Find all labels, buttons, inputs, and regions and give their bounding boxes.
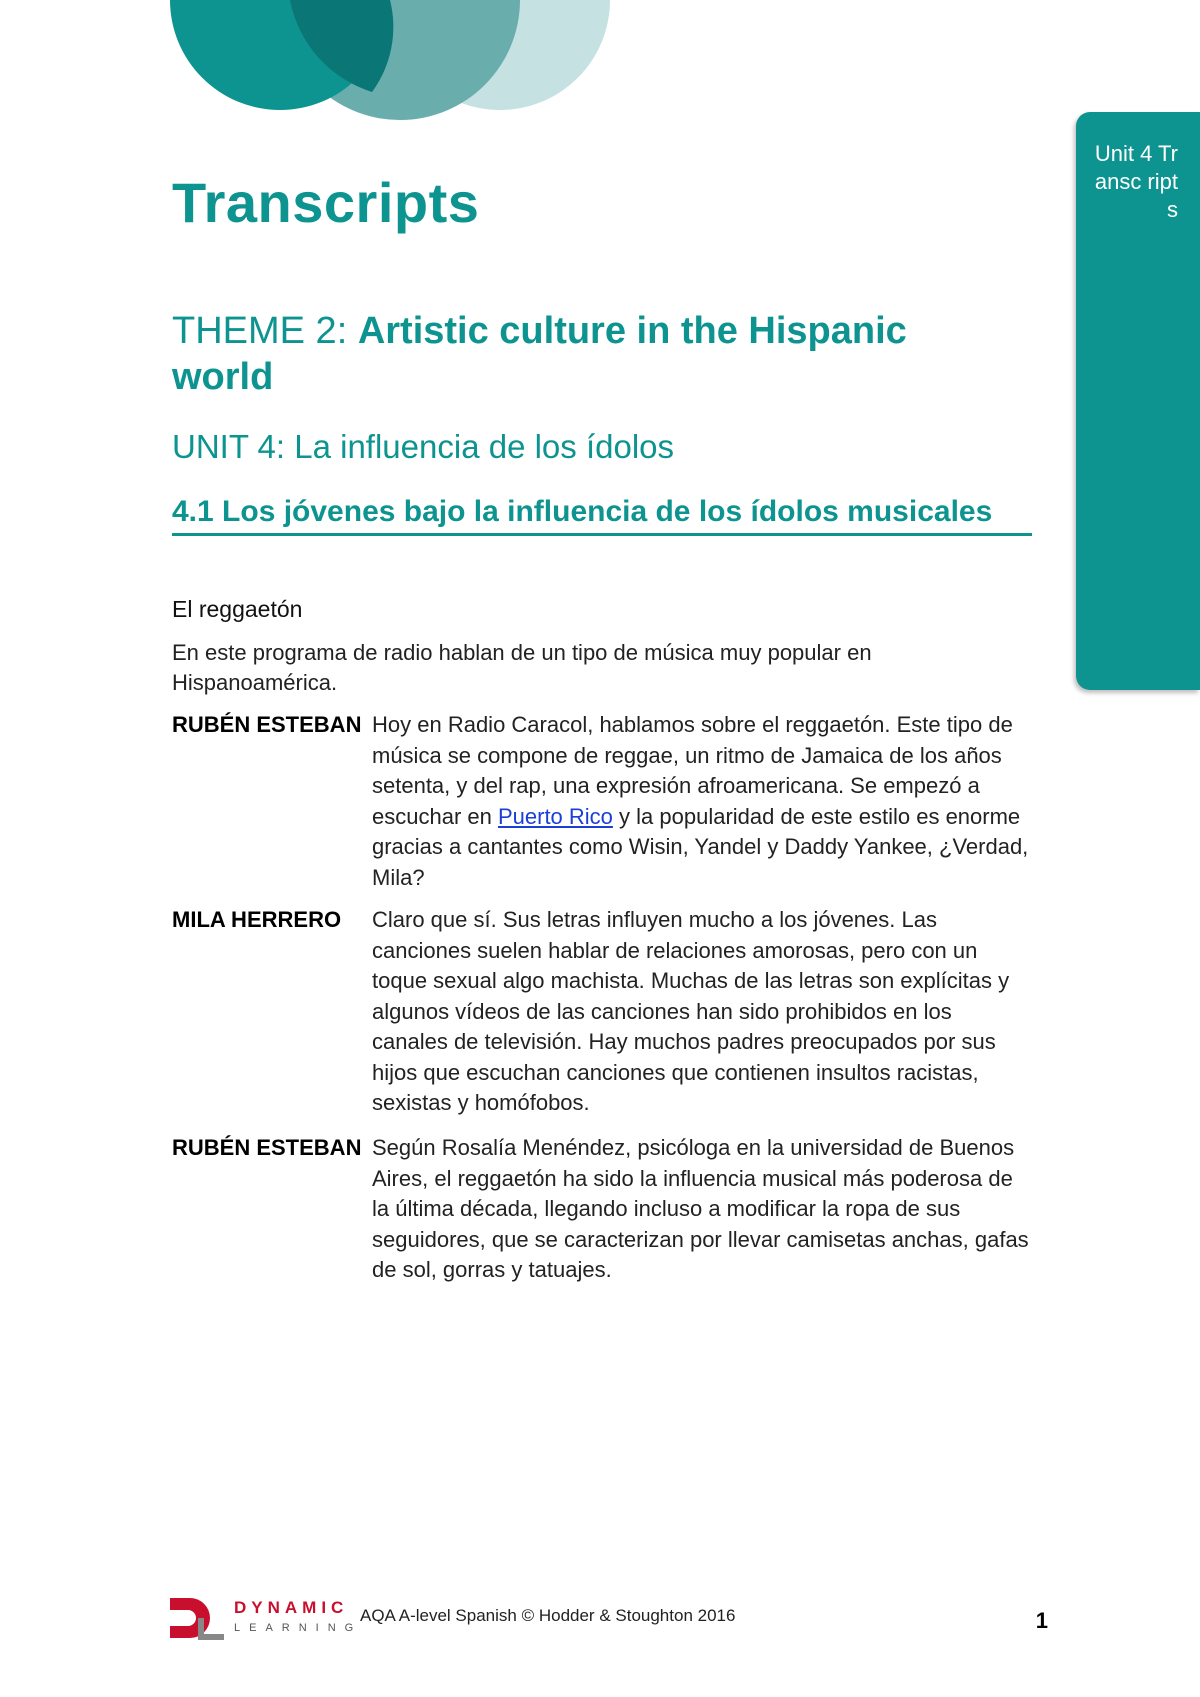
speech-text: Según Rosalía Menéndez, psicóloga en la universidad de Buenos Aires, el reggaetón ha sido la influencia musical más poderosa de la última década, llegando incluso a modificar la ropa de sus seguidores, que se caracterizan por llevar camisetas anchas, gafas de sol, gorras y tatuajes.: [372, 1135, 1029, 1282]
theme-prefix: THEME 2:: [172, 310, 358, 352]
speech-text: Claro que sí. Sus letras influyen mucho a los jóvenes. Las canciones suelen hablar de relaciones amorosas, pero con un toque sexual algo machista. Muchas de las letras son explícitas y algunos vídeos de las canciones han sido prohibidos en los canales de televisión. Hay muchos padres preocupados por sus hijos que escuchan canciones que contienen insultos racistas, sexistas y homófobos.: [372, 907, 1010, 1115]
puerto-rico-link[interactable]: Puerto Rico: [497, 803, 613, 829]
unit-side-tab: [1076, 112, 1200, 690]
page-number: 1: [1035, 1608, 1048, 1633]
logo-word-dynamic: DYNAMIC: [234, 1598, 349, 1617]
theme-heading: [172, 308, 992, 400]
section-heading: 4.1 Los jóvenes bajo la influencia de los ídolos musicales: [172, 494, 1032, 536]
intro-paragraph: En este programa de radio hablan de un tipo de música muy popular en Hispanoamérica.: [172, 640, 872, 695]
dynamic-learning-logo-icon: [168, 1596, 230, 1642]
footer: [168, 1596, 1048, 1646]
copyright-text: AQA A-level Spanish © Hodder & Stoughton 2016: [360, 1606, 736, 1625]
speech-text-before: Hoy en Radio Caracol, hablamos sobre el reggaetón. Este tipo de música se compone de reggae, un ritmo de Jamaica de los años setenta, y del rap, una expresión afroamericana. Se empezó a escuchar en: [372, 712, 1013, 829]
dialogue-entry: [172, 710, 1032, 893]
speaker-name: MILA HERRERO: [172, 907, 342, 932]
speech-text-after: y la popularidad de este estilo es enorme gracias a cantantes como Wisin, Yandel y Daddy Yankee, ¿Verdad, Mila?: [372, 803, 1029, 890]
side-tab-label: Unit 4 Transc ripts: [1094, 141, 1178, 222]
page-title: Transcripts: [172, 171, 480, 234]
speaker-name: RUBÉN ESTEBAN: [172, 1135, 362, 1160]
header-circles-graphic: [0, 0, 660, 120]
dialogue-entry: [172, 1133, 1032, 1286]
dialogue-entry: [172, 905, 1032, 1119]
unit-heading: UNIT 4: La influencia de los ídolos: [172, 428, 675, 465]
theme-title: Artistic culture in the Hispanic world: [172, 310, 907, 398]
logo-word-learning: LEARNING: [234, 1622, 363, 1634]
speaker-name: RUBÉN ESTEBAN: [172, 712, 362, 737]
subheading: El reggaetón: [172, 596, 303, 622]
